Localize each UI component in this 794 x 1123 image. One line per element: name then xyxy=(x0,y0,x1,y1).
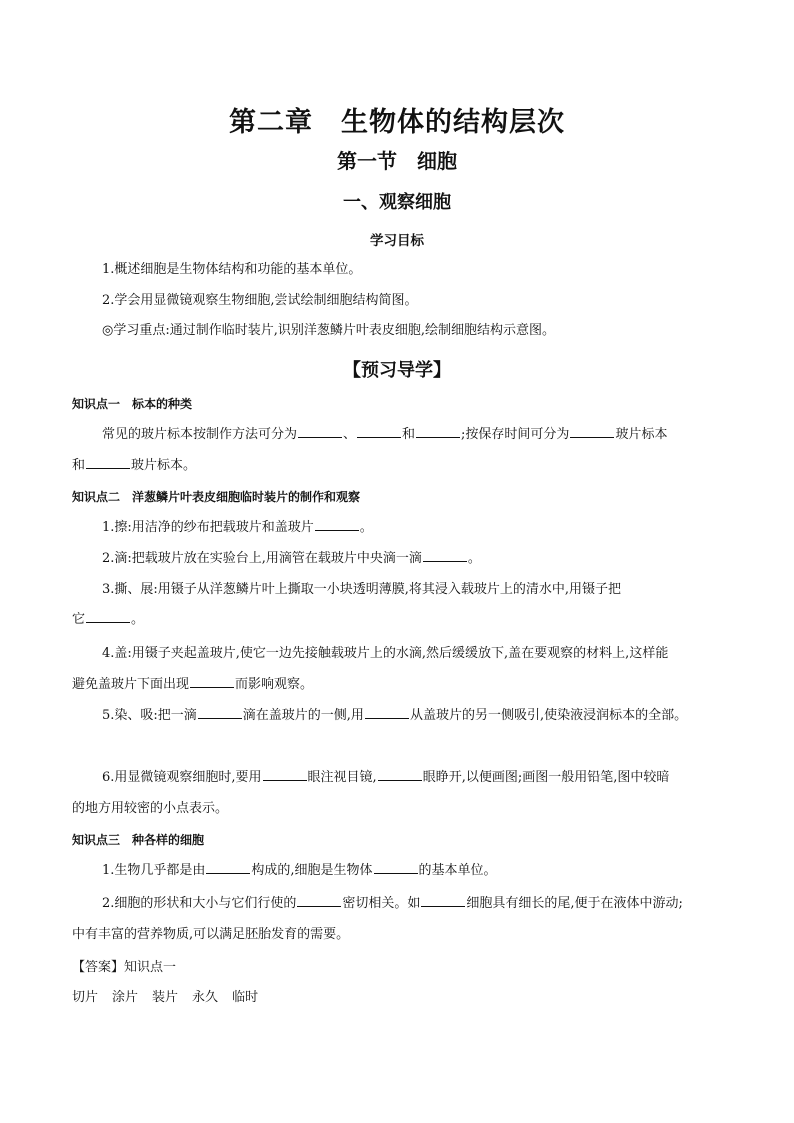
kp2-title: 知识点二 洋葱鳞片叶表皮细胞临时装片的制作和观察 xyxy=(72,490,361,504)
kp2-s6-text-b: 眼注视目镜, xyxy=(307,770,377,785)
answer-word: 涂片 xyxy=(112,990,139,1005)
kp3-item2 xyxy=(102,894,683,914)
kp3-s2-text-a: 2.细胞的形状和大小与它们行使的 xyxy=(102,896,297,911)
kp3-s2-text-b: 密切相关。如 xyxy=(342,896,421,911)
preview-heading: 【预习导学】 xyxy=(343,360,451,381)
kp2-s5-text-a: 5.染、吸:把一滴 xyxy=(102,708,197,723)
kp1-text-a: 常见的玻片标本按制作方法可分为 xyxy=(102,427,298,442)
kp1-text-b: ;按保存时间可分为 xyxy=(461,427,570,442)
kp2-step6-cont: 的地方用较密的小点表示。 xyxy=(72,801,229,816)
chapter-title: 第二章 生物体的结构层次 xyxy=(229,107,565,138)
kp1-title: 知识点一 标本的种类 xyxy=(72,397,193,411)
kp3-item2-cont: 中有丰富的营养物质,可以满足胚胎发育的需要。 xyxy=(72,927,350,942)
answer-words xyxy=(72,988,258,1008)
answer-word: 切片 xyxy=(72,990,99,1005)
kp1-line1 xyxy=(102,425,667,445)
kp3-s1-text-b: 构成的,细胞是生物体 xyxy=(251,863,373,878)
answer-blank[interactable] xyxy=(297,894,341,907)
section-title: 第一节 细胞 xyxy=(337,149,457,173)
kp2-step3: 3.撕、展:用镊子从洋葱鳞片叶上撕取一小块透明薄膜,将其浸入载玻片上的清水中,用镊子把 xyxy=(102,582,622,597)
kp3-s1-text-a: 1.生物几乎都是由 xyxy=(102,863,206,878)
answer-blank[interactable] xyxy=(421,894,465,907)
kp2-s2-end: 。 xyxy=(467,551,481,566)
answer-blank[interactable] xyxy=(86,610,130,623)
kp2-s4-text: 避免盖玻片下面出现 xyxy=(72,677,190,692)
kp2-s4-end: 而影响观察。 xyxy=(235,677,314,692)
kp1-text-d: 和 xyxy=(72,458,86,473)
kp1-sep1: 、 xyxy=(343,427,357,442)
subsection-title: 一、观察细胞 xyxy=(343,192,451,213)
kp2-step5 xyxy=(102,706,687,726)
answer-blank[interactable] xyxy=(374,861,418,874)
answer-word: 永久 xyxy=(192,990,219,1005)
kp2-s2-text: 2.滴:把载玻片放在实验台上,用滴管在载玻片中央滴一滴 xyxy=(102,551,422,566)
kp3-s1-text-c: 的基本单位。 xyxy=(418,863,497,878)
kp2-s6-text-a: 6.用显微镜观察细胞时,要用 xyxy=(102,770,262,785)
objectives-heading: 学习目标 xyxy=(370,233,424,249)
answer-word: 装片 xyxy=(152,990,179,1005)
answer-blank[interactable] xyxy=(378,768,422,781)
kp2-step4-cont xyxy=(72,675,313,695)
kp2-s5-text-b: 滴在盖玻片的一侧,用 xyxy=(242,708,364,723)
kp2-step2 xyxy=(102,549,481,569)
kp1-text-c: 玻片标本 xyxy=(615,427,668,442)
answer-blank[interactable] xyxy=(206,861,250,874)
objective-1: 1.概述细胞是生物体结构和功能的基本单位。 xyxy=(102,262,362,277)
answer-blank[interactable] xyxy=(263,768,307,781)
answer-blank[interactable] xyxy=(357,425,401,438)
answer-blank[interactable] xyxy=(570,425,614,438)
kp2-step1 xyxy=(102,518,373,538)
kp2-step6 xyxy=(102,768,669,788)
answer-blank[interactable] xyxy=(198,706,242,719)
answer-blank[interactable] xyxy=(423,549,467,562)
answer-blank[interactable] xyxy=(86,456,130,469)
kp2-s1-end: 。 xyxy=(359,520,373,535)
kp2-step3-cont xyxy=(72,610,144,630)
kp2-step4: 4.盖:用镊子夹起盖玻片,使它一边先接触载玻片上的水滴,然后缓缓放下,盖在要观察的材料上,这样能 xyxy=(102,646,669,661)
answer-blank[interactable] xyxy=(416,425,460,438)
answer-blank[interactable] xyxy=(298,425,342,438)
kp2-s6-text-c: 眼睁开,以便画图;画图一般用铅笔,图中较暗 xyxy=(422,770,670,785)
answer-blank[interactable] xyxy=(365,706,409,719)
kp3-s2-text-c: 细胞具有细长的尾,便于在液体中游动; xyxy=(466,896,683,911)
objective-key-point: ◎学习重点:通过制作临时装片,识别洋葱鳞片叶表皮细胞,绘制细胞结构示意图。 xyxy=(102,323,555,338)
objective-2: 2.学会用显微镜观察生物细胞,尝试绘制细胞结构简图。 xyxy=(102,293,418,308)
kp1-line2 xyxy=(72,456,196,476)
answer-label: 【答案】知识点一 xyxy=(72,960,177,975)
kp1-text-e: 玻片标本。 xyxy=(131,458,197,473)
kp2-s3-end: 。 xyxy=(131,612,145,627)
kp2-s1-text: 1.擦:用洁净的纱布把载玻片和盖玻片 xyxy=(102,520,314,535)
kp3-item1 xyxy=(102,861,497,881)
kp2-s5-text-c: 从盖玻片的另一侧吸引,使染液浸润标本的全部。 xyxy=(409,708,688,723)
answer-blank[interactable] xyxy=(190,675,234,688)
kp3-title: 知识点三 种各样的细胞 xyxy=(72,833,205,847)
kp1-sep2: 和 xyxy=(402,427,416,442)
answer-blank[interactable] xyxy=(315,518,359,531)
answer-word: 临时 xyxy=(232,990,259,1005)
kp2-s3-text: 它 xyxy=(72,612,86,627)
